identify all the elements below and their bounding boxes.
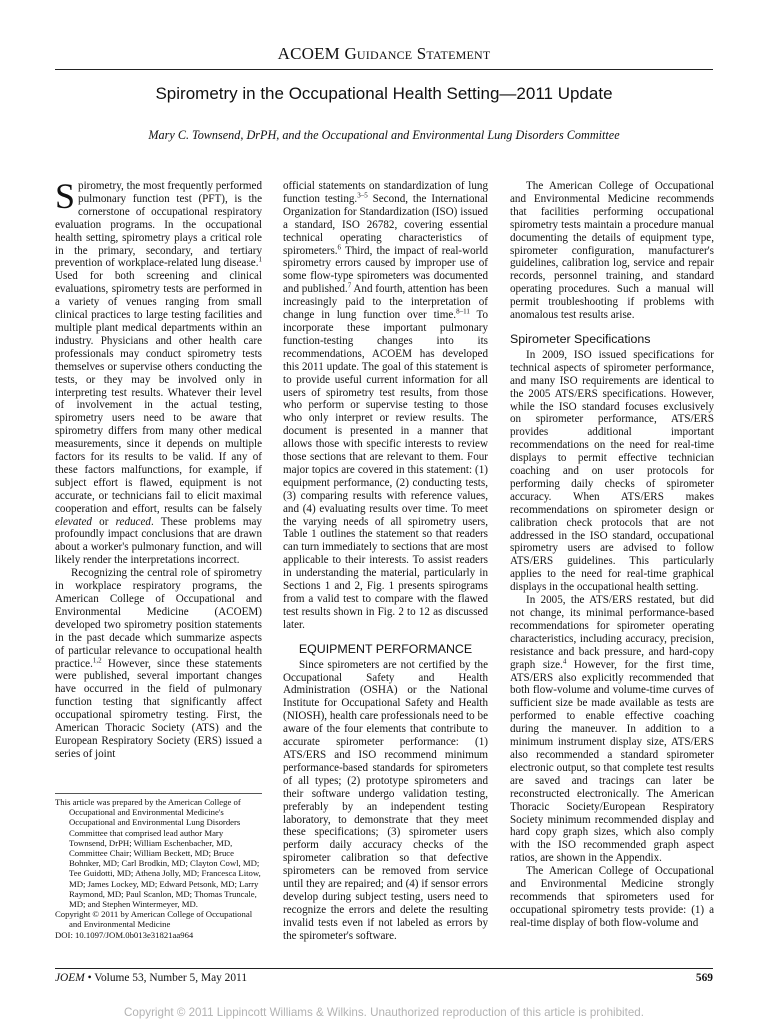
body-paragraph: Since spirometers are not certified by the Occupational Safety and Health Administration (OSHA) or the National Institute for Occupational Safety and Health (NIOSH), health care professionals need to be aware of the four elements that contribute to accurate spirometer performance: (1) ATS/ERS and ISO recommend minimum performance-based standards for spirometers of all types; (2) prototype spirometers and their software undergo validation testing, preferably by an independent testing laboratory, to demonstrate that they meet these specifications; (3) spirometer users perform daily accuracy checks of the spirometer calibration so that defective spirometers can be removed from service until they are repaired; and (4) if sensor errors develop during subject testing, users need to recognize the errors and delete the resulting invalid tests even if not labeled as errors by the spirometer's software.	[283, 658, 488, 942]
column-1	[55, 176, 262, 761]
header-rule	[55, 69, 713, 70]
footnote-doi: DOI: 10.1097/JOM.0b013e31821aa964	[55, 929, 194, 940]
body-paragraph: Recognizing the central role of spirometry in workplace respiratory programs, the American College of Occupational and Environmental Medicine (ACOEM) developed two spirometry position statements in the past decade which summarize aspects of particular relevance to occupational health practice.$^{1,2}$ However, since these statements were published, several important changes have occurred in the field of pulmonary function testing that significantly affect occupational spirometry testing. First, the American Thoracic Society (ATS) and the European Respiratory Society (ERS) issued a series of joint	[55, 567, 262, 760]
footnote-authors: This article was prepared by the American College of Occupational and Environmental Medicine's Occupational and Environmental Lung Disorders Committee that comprised lead author Mary Townsend, DrPH; William Eschenbacher, MD, Committee Chair; William Beckett, MD; Bruce Bohnker, MD; Carl Brodkin, MD; Clayton Cowl, MD; Tee Guidotti, MD; Athena Jolly, MD; Francesca Litow, MD; James Lockey, MD; Edward Petsonk, MD; Larry Raymond, MD; Paul Scanlon, MD; Thomas Truncale, MD; and Stephen Wintermeyer, MD.	[55, 797, 261, 910]
author-line: Mary C. Townsend, DrPH, and the Occupational and Environmental Lung Disorders Committee	[148, 128, 620, 142]
intro-paragraph: Spirometry, the most frequently performed pulmonary function test (PFT), is the cornerstone of occupational respiratory evaluation programs. In the occupational health setting, spirometry plays a critical role in the primary, secondary, and tertiary prevention of workplace-related lung disease.$^1$ Used for both screening and clinical evaluations, spirometry tests are performed in a variety of venues ranging from small clinical practices to large testing facilities and multiple plant medical departments within an industry. Physicians and other health care professionals may conduct spirometry tests themselves or supervise others conducting the tests, or they may be involved only in interpreting test results. Whatever their level of involvement in the actual testing, spirometry users need to be aware that spirometry differs from many other medical measurements, since it depends on multiple factors for its results to be valid. If any of these factors malfunctions, for example, if subject effort is flawed, equipment is not accurate, or technicians fail to elicit maximal cooperation and effort, results can be falsely elevated or reduced. These problems may profoundly impact conclusions that are drawn about a worker's pulmonary function, and will likely render the interpretations incorrect.	[55, 176, 262, 567]
column-3	[510, 180, 714, 930]
footer-rule	[55, 968, 713, 969]
body-paragraph: In 2009, ISO issued specifications for technical aspects of spirometer performance, and many ISO requirements are identical to the 2005 ATS/ERS specifications. However, while the ISO standard focuses exclusively on spirometer performance, ATS/ERS provides additional important recommendations on the need for real-time displays to permit effective technician coaching and on user protocols for performing daily checks of spirometer accuracy. When ATS/ERS makes recommendations on spirometer design or calibration check protocols that are not addressed in the ISO standard, occupational spirometry users are advised to follow ATS/ERS guidelines. This particularly applies to the need for real-time graphical displays in the occupational health setting.	[510, 348, 714, 594]
body-paragraph: The American College of Occupational and Environmental Medicine recommends that facilities performing occupational spirometry tests maintain a procedure manual documenting the details of equipment type, spirometer configuration, manufacturer's guidelines, calibration log, service and repair records, personnel training, and standard operating procedures. Such a manual will permit troubleshooting if problems with anomalous test results arise.	[510, 180, 714, 322]
article-title: Spirometry in the Occupational Health Setting—2011 Update	[155, 84, 613, 103]
journal-name: JOEM	[55, 972, 85, 984]
body-paragraph: In 2005, the ATS/ERS restated, but did not change, its minimal performance-based recommendations for spirometer operating characteristics, including accuracy, precision, resistance and back pressure, and hard-copy graph size.$^4$ However, for the first time, ATS/ERS also explicitly recommended that both flow-volume and volume-time curves of sufficient size be made available as tests are performed to enable effective coaching during the maneuver. In addition to a minimum instrument display size, ATS/ERS also recommended a standard spirometer electronic output, so that complete test results are saved and tracings can later be reconstructed electronically. The American Thoracic Society/European Respiratory Society minimum recommended display and hard copy graph sizes, which also comply with the ISO recommended graph aspect ratios, are shown in the Appendix.	[510, 594, 714, 865]
copyright-notice: Copyright © 2011 Lippincott Williams & Wilkins. Unauthorized reproduction of this article is prohibited.	[124, 1006, 644, 1019]
footnote-copyright: Copyright © 2011 by American College of Occupational and Environmental Medicine	[55, 909, 253, 930]
page-number: 569	[695, 972, 713, 984]
drop-cap: S	[55, 176, 76, 216]
volume-info: Volume 53, Number 5, May 2011	[94, 972, 248, 984]
footnote-rule	[55, 793, 262, 794]
section-heading-equipment: EQUIPMENT PERFORMANCE	[298, 641, 473, 656]
journal-footer: JOEM • Volume 53, Number 5, May 2011	[55, 972, 248, 984]
section-heading-spirometer-specs: Spirometer Specifications	[510, 331, 651, 346]
body-paragraph: official statements on standardization of lung function testing.$^{3-5}$ Second, the International Organization for Standardization (ISO) issued a standard, ISO 26782, covering essential technical operating characteristics of spirometers.$^6$ Third, the impact of real-world spirometry errors caused by improper use of some flow-type spirometers was documented and published.$^7$ And fourth, attention has been increasingly paid to the interpretation of change in lung function over time.$^{8-11}$ To incorporate these important pulmonary function-testing changes into its recommendations, ACOEM has developed this 2011 update. The goal of this statement is to provide useful current information for all users of spirometry test results, from those who perform or supervise testing to those who only interpret or review results. The document is presented in a manner that allows those with specific interests to review those sections that are relevant to them. Four major topics are covered in this statement: (1) equipment performance, (2) conducting tests, (3) comparing results with reference values, and (4) evaluating results over time. To meet the varying needs of all spirometry users, Table 1 outlines the statement so that readers can turn immediately to sections that are most applicable to their interests. To assist readers in understanding the material, particularly in Sections 1 and 2, Fig. 1 presents spirograms from a valid test to compare with the flawed test results shown in Fig. 2 to 12 as discussed later.	[283, 180, 489, 631]
statement-label: ACOEM Guidance Statement	[277, 44, 491, 63]
column-2	[283, 180, 488, 943]
footnote	[55, 797, 262, 940]
body-paragraph: The American College of Occupational and Environmental Medicine strongly recommends that spirometers used for occupational spirometry tests provide: (1) a real-time display of both flow-volume and	[510, 865, 714, 929]
